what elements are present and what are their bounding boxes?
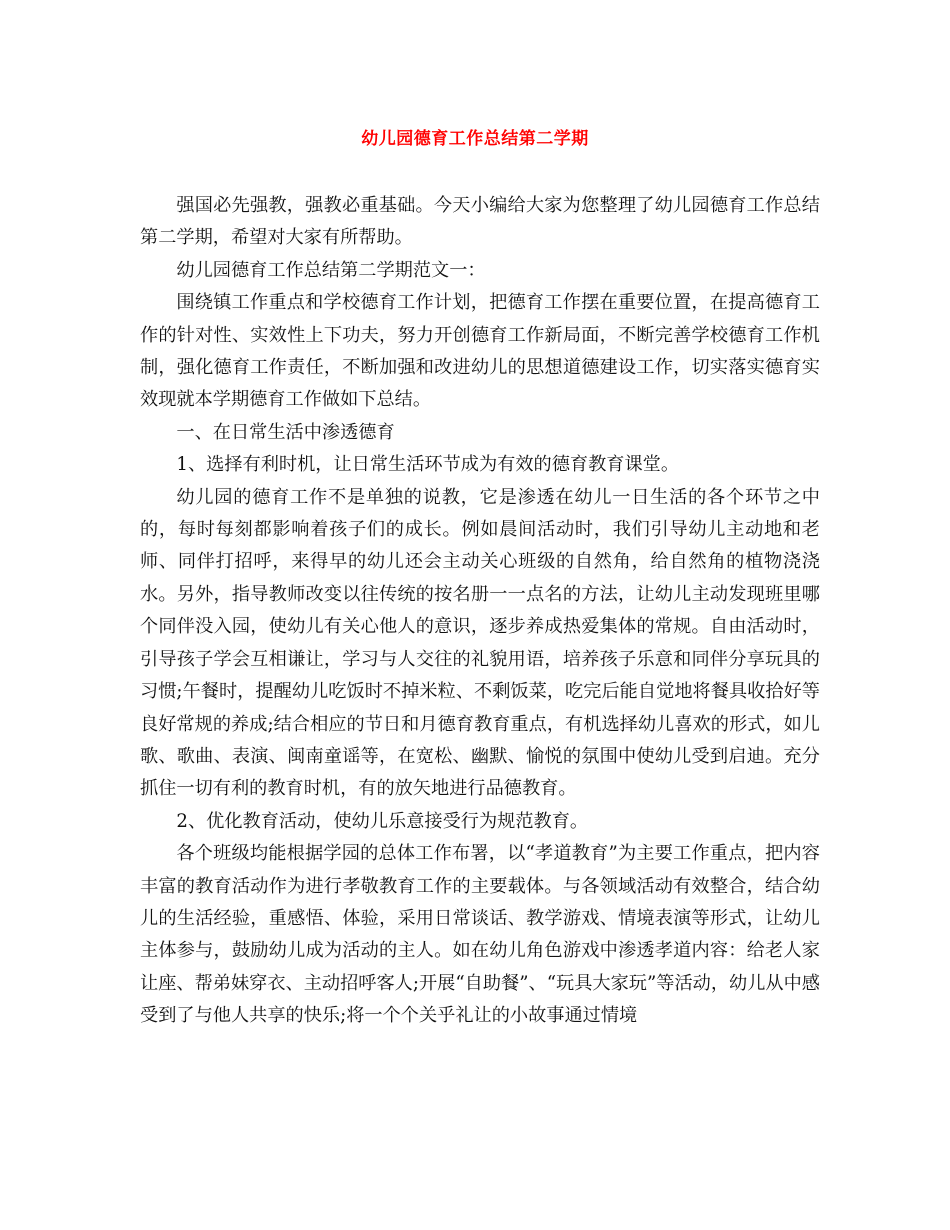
section-heading: 一、在日常生活中渗透德育 — [176, 421, 395, 443]
page-title: 幼儿园德育工作总结第二学期 — [361, 129, 589, 149]
subsection-heading: 2、优化教育活动，使幼儿乐意接受行为规范教育。 — [176, 810, 589, 832]
paragraph: 幼儿园德育工作总结第二学期范文一： — [176, 259, 486, 281]
paragraph: 围绕镇工作重点和学校德育工作计划，把德育工作摆在重要位置，在提高德育工作的针对性、实效性上下功夫，努力开创德育工作新局面，不断完善学校德育工作机制，强化德育工作责任，不断加强和改进幼儿的思想道德建设工作，切实落实德育实效现就本学期德育工作做如下总结。 — [140, 292, 820, 411]
document-body — [140, 190, 820, 1033]
paragraph: 幼儿园的德育工作不是单独的说教，它是渗透在幼儿一日生活的各个环节之中的，每时每刻都影响着孩子们的成长。例如晨间活动时，我们引导幼儿主动地和老师、同伴打招呼，来得早的幼儿还会主动关心班级的自然角，给自然角的植物浇浇水。另外，指导教师改变以往传统的按名册一一点名的方法，让幼儿主动发现班里哪个同伴没入园，使幼儿有关心他人的意识，逐步养成热爱集体的常规。自由活动时，引导孩子学会互相谦让，学习与人交往的礼貌用语，培养孩子乐意和同伴分享玩具的习惯;午餐时，提醒幼儿吃饭时不掉米粒、不剩饭菜，吃完后能自觉地将餐具收拾好等良好常规的养成;结合相应的节日和月德育教育重点，有机选择幼儿喜欢的形式，如儿歌、歌曲、表演、闽南童谣等，在宽松、幽默、愉悦的氛围中使幼儿受到启迪。充分抓住一切有利的教育时机，有的放矢地进行品德教育。 — [140, 486, 820, 800]
paragraph: 强国必先强教，强教必重基础。今天小编给大家为您整理了幼儿园德育工作总结第二学期，希望对大家有所帮助。 — [140, 195, 820, 249]
paragraph: 各个班级均能根据学园的总体工作布署，以“孝道教育”为主要工作重点，把内容丰富的教育活动作为进行孝敬教育工作的主要载体。与各领域活动有效整合，结合幼儿的生活经验，重感悟、体验，采用日常谈话、教学游戏、情境表演等形式，让幼儿主体参与，鼓励幼儿成为活动的主人。如在幼儿角色游戏中渗透孝道内容：给老人家让座、帮弟妹穿衣、主动招呼客人;开展“自助餐”、“玩具大家玩”等活动，幼儿从中感受到了与他人共享的快乐;将一个个关乎礼让的小故事通过情境 — [140, 843, 820, 1027]
subsection-heading: 1、选择有利时机，让日常生活环节成为有效的德育教育课堂。 — [176, 454, 680, 476]
